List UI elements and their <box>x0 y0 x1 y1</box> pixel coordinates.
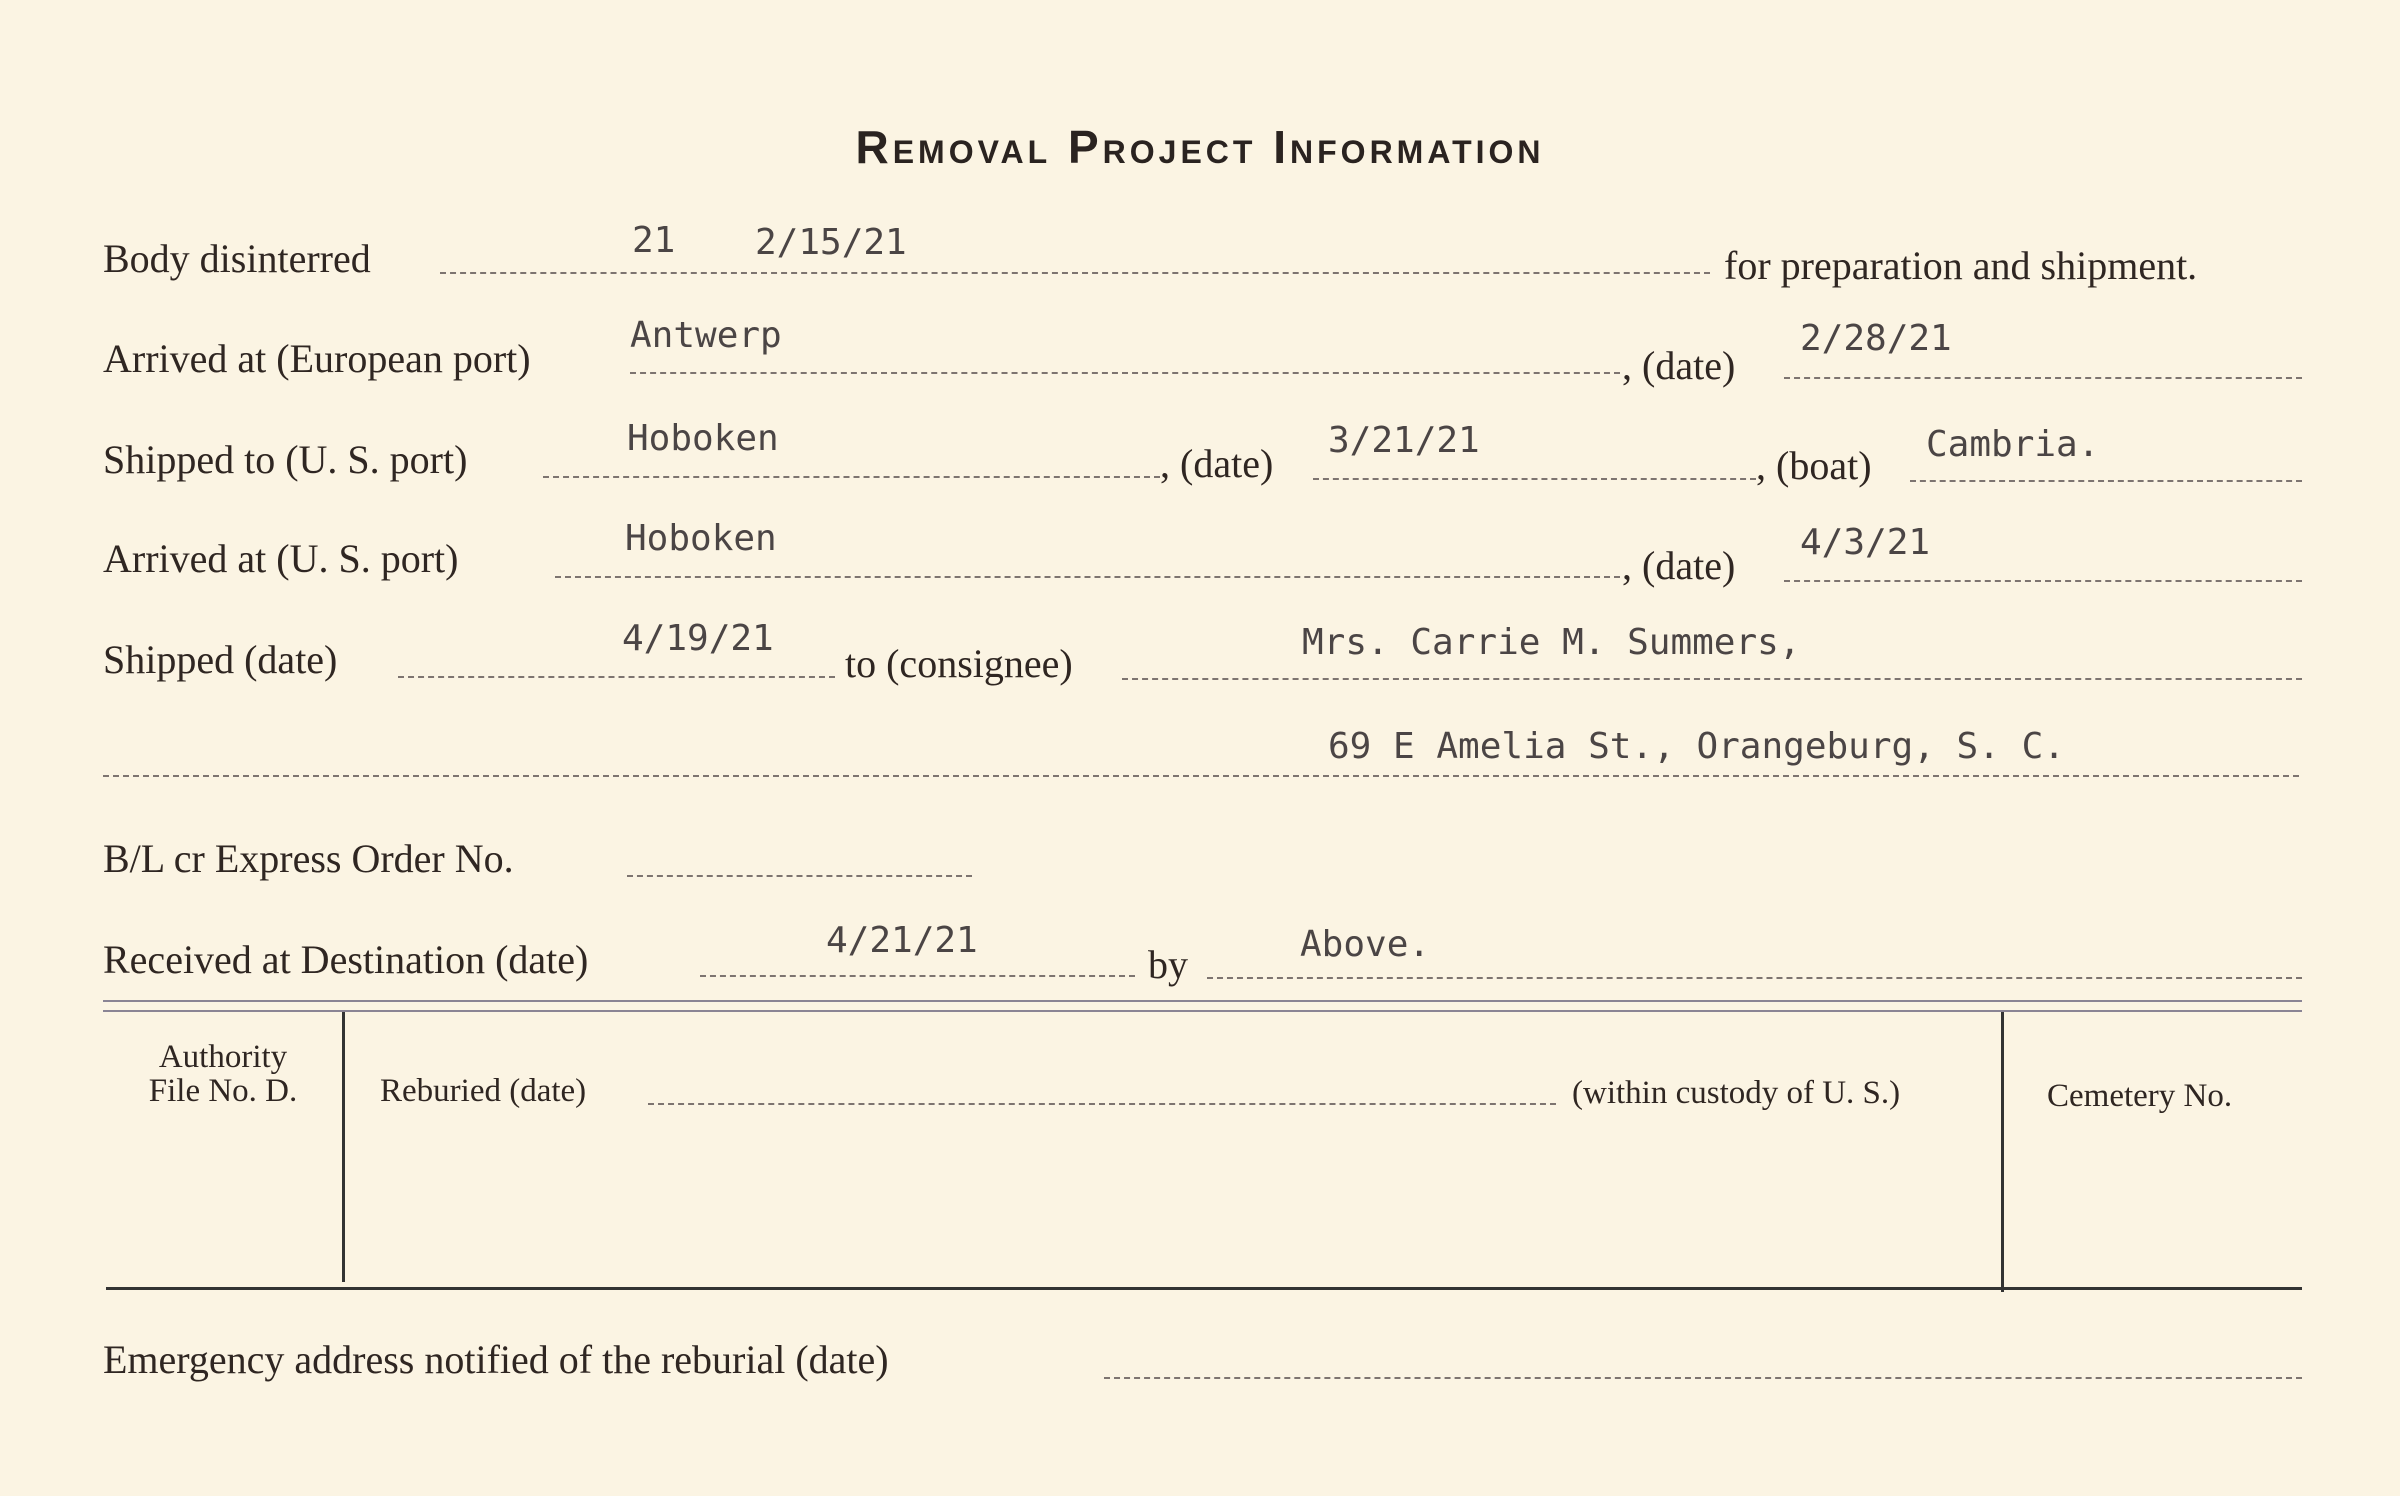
custody-label: (within custody of U. S.) <box>1572 1075 1901 1111</box>
reburied-date-label: Reburied (date) <box>380 1073 587 1109</box>
emergency-address-line <box>1104 1377 2302 1379</box>
shipped-to-us-port-label: Shipped to (U. S. port) <box>103 437 468 482</box>
arrived-european-date-line <box>1784 377 2302 379</box>
arrived-european-port-date: 2/28/21 <box>1800 318 1952 359</box>
bl-order-label: B/L cr Express Order No. <box>103 836 514 881</box>
separator-rule-top <box>103 1000 2302 1002</box>
shipped-to-us-date-line <box>1313 478 1756 480</box>
authority-label-line1: Authority <box>158 1039 288 1075</box>
arrived-us-port-value: Hoboken <box>625 518 777 559</box>
cemetery-number-label: Cemetery No. <box>2047 1078 2233 1114</box>
arrived-us-port-label: Arrived at (U. S. port) <box>103 536 459 581</box>
emergency-address-label: Emergency address notified of the reburial (date) <box>103 1337 889 1382</box>
received-date-value: 4/21/21 <box>826 920 978 961</box>
body-disinterred-suffix: for preparation and shipment. <box>1724 243 2198 288</box>
arrived-european-port-label: Arrived at (European port) <box>103 336 531 381</box>
shipped-date-line <box>398 676 835 678</box>
shipped-to-us-port-boat: Cambria. <box>1926 424 2100 465</box>
table-divider-right <box>2001 1012 2004 1292</box>
boat-line <box>1910 480 2302 482</box>
received-by-label: by <box>1148 942 1188 987</box>
shipped-to-us-port-value: Hoboken <box>627 418 779 459</box>
address-line <box>103 775 2299 777</box>
received-date-line <box>700 975 1135 977</box>
arrived-european-port-value: Antwerp <box>630 315 782 356</box>
consignee-line <box>1122 678 2302 680</box>
received-date-label: Received at Destination (date) <box>103 937 589 982</box>
body-disinterred-day: 21 <box>632 220 676 261</box>
consignee-address: 69 E Amelia St., Orangeburg, S. C. <box>1328 726 2065 767</box>
shipped-to-us-port-date-label: , (date) <box>1160 441 1274 486</box>
card-title: Removal Project Information <box>855 121 1545 173</box>
received-by-value: Above. <box>1300 924 1431 965</box>
bl-order-line <box>627 875 972 877</box>
arrived-european-port-date-label: , (date) <box>1622 343 1736 388</box>
separator-rule-bottom <box>103 1010 2302 1012</box>
shipped-to-us-port-boat-label: , (boat) <box>1756 443 1872 488</box>
arrived-us-port-date-label: , (date) <box>1622 543 1736 588</box>
table-bottom-rule <box>106 1287 2302 1290</box>
arrived-european-port-line <box>630 372 1620 374</box>
arrived-us-port-line <box>555 576 1620 578</box>
arrived-us-date-line <box>1784 580 2302 582</box>
received-by-line <box>1207 977 2302 979</box>
reburied-date-line <box>648 1103 1556 1105</box>
consignee-label: to (consignee) <box>845 641 1073 686</box>
body-disinterred-line <box>440 272 1710 274</box>
shipped-to-us-port-date: 3/21/21 <box>1328 420 1480 461</box>
arrived-us-port-date: 4/3/21 <box>1800 522 1931 563</box>
body-disinterred-date: 2/15/21 <box>755 222 907 263</box>
shipped-date-value: 4/19/21 <box>622 618 774 659</box>
authority-label-line2: File No. D. <box>148 1073 298 1109</box>
consignee-value: Mrs. Carrie M. Summers, <box>1302 622 1801 663</box>
shipped-to-us-port-line <box>543 476 1160 478</box>
body-disinterred-label: Body disinterred <box>103 236 371 281</box>
table-divider-left <box>342 1012 345 1282</box>
shipped-date-label: Shipped (date) <box>103 637 338 682</box>
